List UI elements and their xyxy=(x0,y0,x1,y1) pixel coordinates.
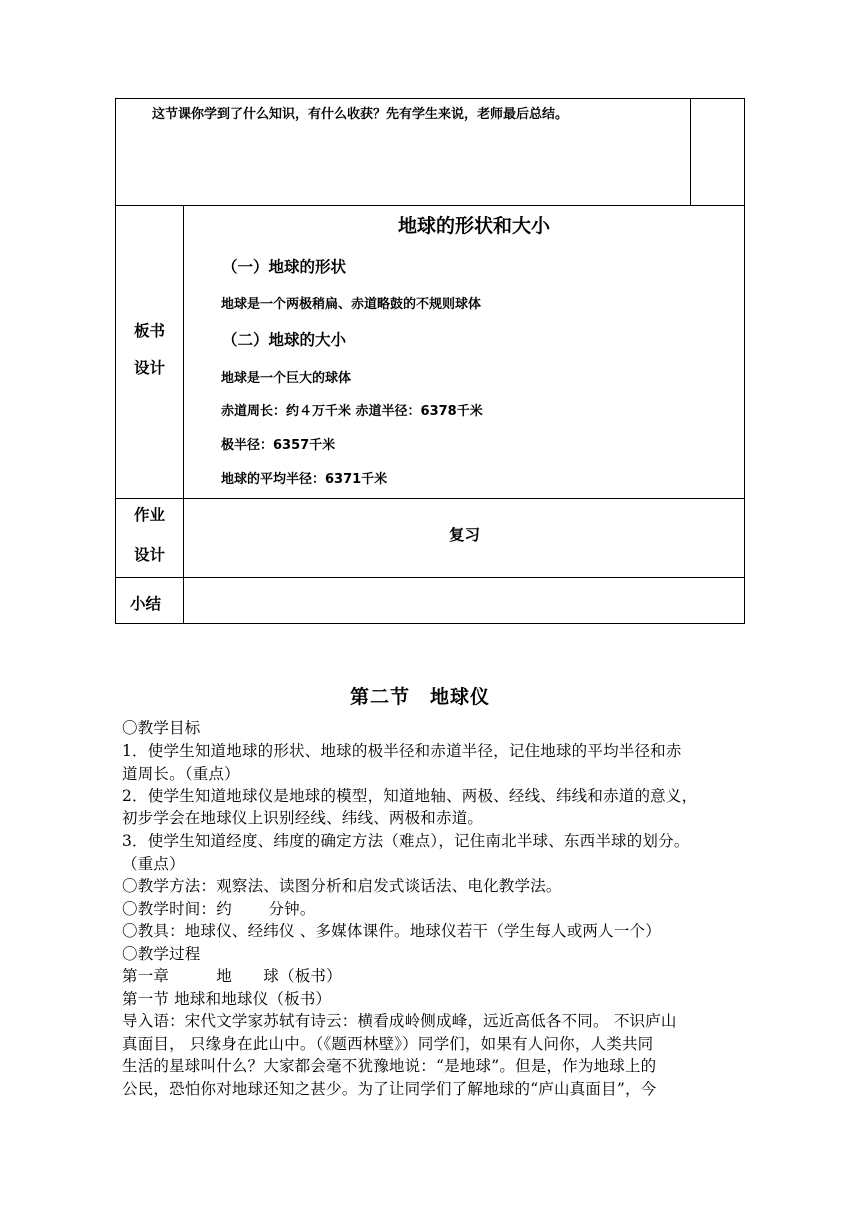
body-line: 〇教学过程 xyxy=(122,945,201,963)
body-line: 2．使学生知道地球仪是地球的模型，知道地轴、两极、经线、纬线和赤道的意义， xyxy=(122,787,698,805)
homework-label-line2: 设计 xyxy=(134,546,166,564)
homework-label-line1: 作业 xyxy=(134,506,166,524)
body-line: 第一章 地 球（板书） xyxy=(122,967,342,985)
homework-content: 复习 xyxy=(449,526,481,544)
board-line-polar-radius: 极半径：6357千米 xyxy=(221,438,336,453)
body-line: 〇教具：地球仪、经纬仪 、多媒体课件。地球仪若干（学生每人或两人一个） xyxy=(122,922,661,940)
board-subheading-size: （二）地球的大小 xyxy=(222,331,347,349)
section-title: 第二节 地球仪 xyxy=(350,686,491,708)
body-line: 1．使学生知道地球的形状、地球的极半径和赤道半径，记住地球的平均半径和赤 xyxy=(122,742,682,760)
board-line-mean-radius: 地球的平均半径：6371千米 xyxy=(221,472,388,487)
body-line: 〇教学方法：观察法、读图分析和启发式谈话法、电化教学法。 xyxy=(122,877,562,895)
board-label-line1: 板书 xyxy=(134,322,166,340)
body-line: 公民，恐怕你对地球还知之甚少。为了让同学们了解地球的“庐山真面目”，今 xyxy=(122,1080,657,1098)
board-line-shape: 地球是一个两极稍扁、赤道略鼓的不规则球体 xyxy=(221,297,482,312)
body-line: 3．使学生知道经度、纬度的确定方法（难点），记住南北半球、东西半球的划分。 xyxy=(122,832,690,850)
body-line: 生活的星球叫什么？大家都会毫不犹豫地说：“是地球”。但是，作为地球上的 xyxy=(122,1057,657,1075)
board-subheading-shape: （一）地球的形状 xyxy=(222,258,347,276)
board-line-size: 地球是一个巨大的球体 xyxy=(221,371,352,386)
board-label-line2: 设计 xyxy=(134,359,166,377)
body-line: 初步学会在地球仪上识别经线、纬线、两极和赤道。 xyxy=(122,809,484,827)
body-line: 〇教学时间：约 分钟。 xyxy=(122,900,316,918)
body-line: （重点） xyxy=(122,855,185,873)
summary-text: 这节课你学到了什么知识，有什么收获？先有学生来说，老师最后总结。 xyxy=(152,107,569,122)
body-line: 第一节 地球和地球仪（板书） xyxy=(122,990,332,1008)
body-line: 导入语：宋代文学家苏轼有诗云：横看成岭侧成峰，远近高低各不同。 不识庐山 xyxy=(122,1012,677,1030)
conclusion-label: 小结 xyxy=(130,595,162,613)
body-line: 〇教学目标 xyxy=(122,719,201,737)
body-line: 道周长。（重点） xyxy=(122,765,240,783)
board-title: 地球的形状和大小 xyxy=(398,215,551,237)
body-line: 真面目， 只缘身在此山中。（《题西林壁》）同学们，如果有人问你，人类共同 xyxy=(122,1035,654,1053)
board-line-equator: 赤道周长：约４万千米 赤道半径：6378千米 xyxy=(221,404,483,419)
